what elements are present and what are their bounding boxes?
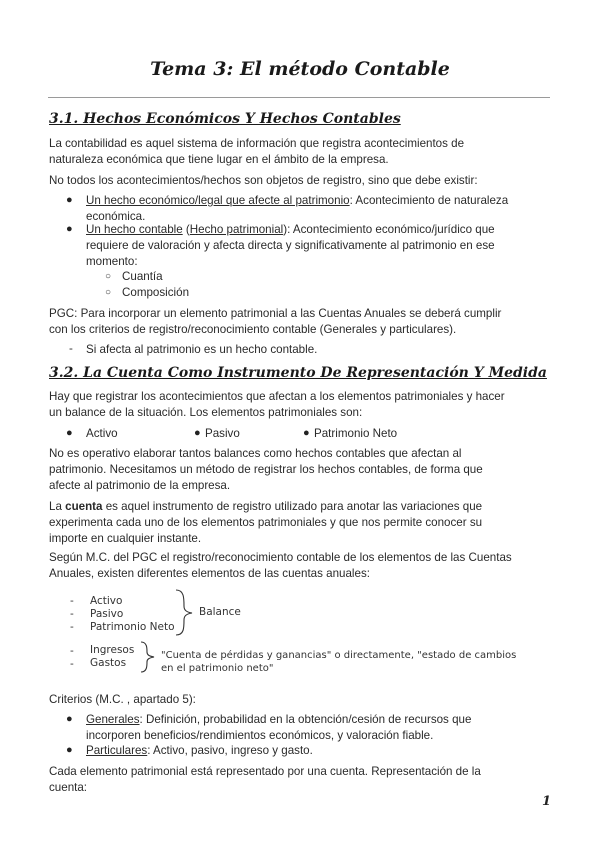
section-heading-3-2: 3.2. La Cuenta Como Instrumento De Representación Y Medida [49,365,547,381]
list-item: Un hecho contable (Hecho patrimonial): Acontecimiento económico/jurídico que [86,223,495,236]
page-number: 1 [542,794,552,809]
list-term: Un hecho contable [86,223,183,236]
sub-list-item: Composición [122,286,190,299]
bullet-icon: ● [66,223,73,235]
handwritten-note: en el patrimonio neto" [161,663,274,674]
list-term: Particulares [86,744,148,757]
list-item [86,743,552,759]
list-item-continuation: requiere de valoración y afecta directa y significativamente al patrimonio en ese [86,239,495,252]
dash-bullet-icon: - [70,608,74,620]
sub-list-item: Cuantía [122,270,163,283]
handwritten-item: Ingresos [90,644,135,656]
paragraph-line: Cada elemento patrimonial está representado por una cuenta. Representación de la [49,765,481,778]
bullet-icon: ● [66,713,73,725]
bullet-icon: ● [66,427,73,439]
paragraph-line: experimenta cada uno de los elementos patrimoniales y que nos permite conocer su [49,516,483,529]
handwritten-note: "Cuenta de pérdidas y ganancias" o directamente, "estado de cambios [161,650,517,661]
list-term: Generales [86,713,140,726]
list-item [86,193,552,209]
paragraph-line: afecte al patrimonio de la empresa. [49,479,231,492]
inline-item: Activo [86,427,118,440]
curly-brace-icon [137,640,163,674]
paragraph-line: Anuales, existen diferentes elementos de las cuentas anuales: [49,567,370,580]
dash-bullet-icon: - [70,621,74,633]
inline-item: Pasivo [205,427,240,440]
bold-term: cuenta [65,500,103,513]
paragraph-line: No es operativo elaborar tantos balances como hechos contables que afectan al [49,447,462,460]
paragraph-line: Criterios (M.C. , apartado 5): [49,693,196,706]
dash-bullet-icon: - [70,645,74,657]
list-text: ): Acontecimiento económico/jurídico que [283,223,495,236]
bullet-icon: ● [303,427,310,439]
dash-list-item: Si afecta al patrimonio es un hecho contable. [86,343,318,356]
paragraph-line: un balance de la situación. Los elementos patrimoniales son: [49,406,363,419]
list-item-continuation: momento: [86,255,138,268]
bullet-icon: ● [66,194,73,206]
list-text: : Definición, probabilidad en la obtención/cesión de recursos que [139,713,472,726]
paragraph-line: Hay que registrar los acontecimientos que afectan a los elementos patrimoniales y hacer [49,390,505,403]
dash-bullet-icon: - [69,342,73,355]
handwritten-item: Patrimonio Neto [90,621,175,633]
paragraph-line: No todos los acontecimientos/hechos son objetos de registro, sino que debe existir: [49,174,478,187]
handwritten-item: Pasivo [90,608,124,620]
curly-brace-icon [170,588,200,638]
list-text: : Acontecimiento de naturaleza [349,194,509,207]
list-term: Hecho patrimonial [189,223,284,236]
handwritten-item: Activo [90,595,123,607]
list-text: : Activo, pasivo, ingreso y gasto. [147,744,313,757]
list-item-continuation: incorporen beneficios/rendimientos económicos, y valoración fiable. [86,729,434,742]
paragraph-line: Según M.C. del PGC el registro/reconocimiento contable de los elementos de las Cuentas [49,551,512,564]
paragraph-line: naturaleza económica que tiene lugar en el ámbito de la empresa. [49,153,389,166]
section-heading-3-1: 3.1. Hechos Económicos Y Hechos Contables [49,111,401,127]
list-item-continuation: económica. [86,210,146,223]
circle-bullet-icon: ○ [105,287,112,298]
paragraph-line: La contabilidad es aquel sistema de información que registra acontecimientos de [49,137,465,150]
dash-bullet-icon: - [70,595,74,607]
paragraph-line: con los criterios de registro/reconocimiento contable (Generales y particulares). [49,323,457,336]
circle-bullet-icon: ○ [105,271,112,282]
paragraph-line: La cuenta es aquel instrumento de registro utilizado para anotar las variaciones que [49,500,483,513]
page-title: Tema 3: El método Contable [150,58,450,80]
title-divider [48,97,550,98]
list-term: Un hecho económico/legal que afecte al patrimonio [86,194,350,207]
bullet-icon: ● [66,744,73,756]
paragraph-line: patrimonio. Necesitamos un método de registrar los hechos contables, de forma que [49,463,483,476]
paragraph-line: PGC: Para incorporar un elemento patrimonial a las Cuentas Anuales se deberá cumplir [49,307,502,320]
paragraph-line: cuenta: [49,781,88,794]
balance-label: Balance [199,606,241,618]
list-item [86,712,552,728]
dash-bullet-icon: - [70,658,74,670]
inline-item: Patrimonio Neto [314,427,398,440]
paragraph-line: importe en cualquier instante. [49,532,202,545]
bullet-icon: ● [194,427,201,439]
handwritten-item: Gastos [90,657,127,669]
